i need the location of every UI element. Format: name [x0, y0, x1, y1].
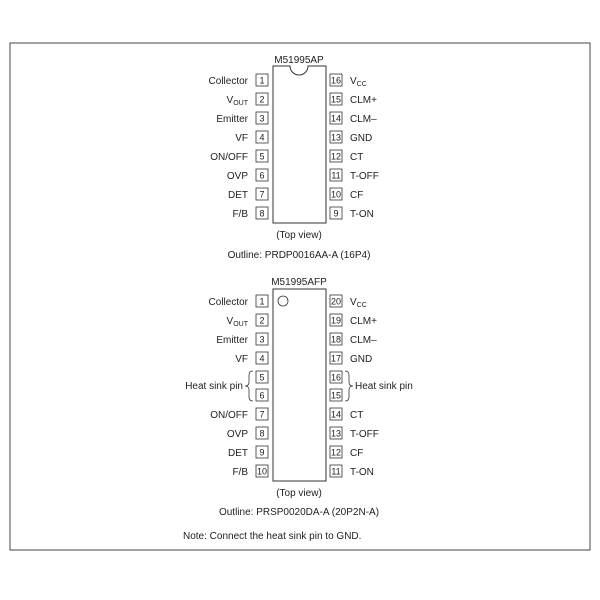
- pin-label: GND: [350, 133, 373, 144]
- pin-number: 7: [259, 409, 265, 420]
- pin-number: 2: [259, 94, 265, 105]
- pin-15: [330, 389, 342, 401]
- pin-label: CF: [350, 190, 364, 201]
- pin-number: 4: [259, 353, 265, 364]
- pin-label: OVP: [226, 429, 248, 440]
- pin-number: 10: [256, 466, 268, 477]
- pin-label: $V_{CC}$: [350, 297, 367, 309]
- pin-9: [330, 207, 374, 220]
- pin-number: 18: [330, 334, 342, 345]
- pin-number: 1: [259, 75, 265, 86]
- pin-13: [330, 427, 379, 440]
- pin-label: VF: [235, 133, 248, 144]
- pin-17: [330, 352, 372, 365]
- pin-number: 6: [259, 390, 265, 401]
- view-label: (Top view): [276, 230, 322, 241]
- pin-2: [227, 93, 268, 107]
- pin-label: CLM+: [350, 95, 377, 106]
- pin-6: [256, 389, 268, 401]
- pin-5: [256, 371, 268, 383]
- pin-label: VF: [235, 354, 248, 365]
- view-label: (Top view): [276, 488, 322, 499]
- left-pins: [209, 74, 268, 220]
- chip-body: [273, 289, 326, 481]
- pin-label: Emitter: [216, 114, 248, 125]
- pin-14: [330, 408, 363, 421]
- package-m51995afp: [185, 277, 413, 518]
- pin-number: 8: [259, 208, 265, 219]
- pin-label: $V_{CC}$: [350, 76, 367, 88]
- pin-label: OVP: [226, 171, 248, 182]
- pin-12: [330, 446, 363, 459]
- heat-sink-brace-right: [345, 371, 353, 401]
- pin-number: 7: [259, 189, 265, 200]
- pin1-marker: [278, 296, 288, 306]
- pin-number: 1: [259, 296, 265, 307]
- pin-number: 8: [259, 428, 265, 439]
- pin-label: CLM–: [350, 114, 377, 125]
- pin-label: T-ON: [350, 209, 374, 220]
- pin-10: [330, 188, 363, 201]
- pin-number: 19: [330, 315, 342, 326]
- pin-number: 12: [330, 151, 342, 162]
- pin-label: DET: [228, 190, 248, 201]
- pin-label: CT: [350, 410, 364, 421]
- pin-number: 10: [330, 189, 342, 200]
- pin-label: Emitter: [216, 335, 248, 346]
- pin-number: 16: [330, 75, 342, 86]
- pin-11: [330, 465, 374, 478]
- pin-7: [228, 188, 268, 201]
- pin-8: [227, 427, 268, 440]
- pin-number: 9: [333, 208, 339, 219]
- pin-label: T-OFF: [350, 171, 379, 182]
- heat-sink-brace-left: [245, 371, 253, 401]
- pin-9: [228, 446, 268, 459]
- pin-19: [330, 314, 377, 327]
- part-name: M51995AFP: [271, 277, 327, 288]
- pin-label: ON/OFF: [210, 152, 248, 163]
- pin-4: [235, 131, 268, 144]
- pin-label: DET: [228, 448, 248, 459]
- right-pins: [330, 74, 379, 220]
- pin-8: [232, 207, 268, 220]
- pin-label: Collector: [208, 76, 248, 87]
- pin-number: 15: [330, 94, 342, 105]
- pin-3: [216, 333, 268, 346]
- pin-number: 4: [259, 132, 265, 143]
- pin-1: [209, 74, 268, 87]
- pin-number: 5: [259, 372, 265, 383]
- heat-sink-label-left: Heat sink pin: [185, 381, 243, 392]
- pin-number: 5: [259, 151, 265, 162]
- pin-13: [330, 131, 372, 144]
- pin-18: [330, 333, 377, 346]
- pin-number: 6: [259, 170, 265, 181]
- pin-number: 14: [330, 409, 342, 420]
- pin-label: GND: [350, 354, 373, 365]
- pin-label: $V_{OUT}$: [226, 95, 248, 107]
- pin-2: [227, 314, 268, 328]
- pin-label: Collector: [208, 297, 248, 308]
- pin-number: 12: [330, 447, 342, 458]
- pin-11: [330, 169, 379, 182]
- pin-6: [227, 169, 268, 182]
- pin-label: CLM–: [350, 335, 377, 346]
- pin-label: $V_{OUT}$: [226, 316, 248, 328]
- pin-number: 16: [330, 372, 342, 383]
- pin-label: T-OFF: [350, 429, 379, 440]
- heat-sink-label-right: Heat sink pin: [355, 381, 413, 392]
- pin-label: CF: [350, 448, 364, 459]
- pin-number: 17: [330, 353, 342, 364]
- part-name: M51995AP: [274, 55, 324, 66]
- pin-number: 3: [259, 334, 265, 345]
- outline-label: Outline: PRSP0020DA-A (20P2N-A): [218, 507, 380, 518]
- pin-label: T-ON: [350, 467, 374, 478]
- pin-16: [330, 371, 342, 383]
- pin-label: CT: [350, 152, 364, 163]
- pin-label: F/B: [232, 467, 248, 478]
- pin-label: F/B: [232, 209, 248, 220]
- pin-number: 11: [331, 170, 341, 181]
- pin-number: 13: [330, 132, 342, 143]
- pin-10: [232, 465, 268, 478]
- pin-3: [216, 112, 268, 125]
- pin-number: 3: [259, 113, 265, 124]
- pin-14: [330, 112, 377, 125]
- pin-number: 11: [331, 466, 341, 477]
- pin-16: [330, 74, 367, 88]
- pin-1: [209, 295, 268, 308]
- pin-number: 13: [330, 428, 342, 439]
- pin-label: ON/OFF: [210, 410, 248, 421]
- pin-number: 2: [259, 315, 265, 326]
- pin-number: 15: [330, 390, 342, 401]
- chip-body: [273, 66, 326, 223]
- pin-label: CLM+: [350, 316, 377, 327]
- pin-number: 9: [259, 447, 265, 458]
- pin-7: [210, 408, 268, 421]
- pin-number: 14: [330, 113, 342, 124]
- pin-15: [330, 93, 377, 106]
- package-m51995ap: [209, 55, 379, 261]
- pin-5: [210, 150, 268, 163]
- note: Note: Connect the heat sink pin to GND.: [183, 531, 362, 542]
- pin-12: [330, 150, 363, 163]
- pin-4: [235, 352, 268, 365]
- outline-label: Outline: PRDP0016AA-A (16P4): [227, 250, 371, 261]
- pin-number: 20: [330, 296, 342, 307]
- pin-20: [330, 295, 367, 309]
